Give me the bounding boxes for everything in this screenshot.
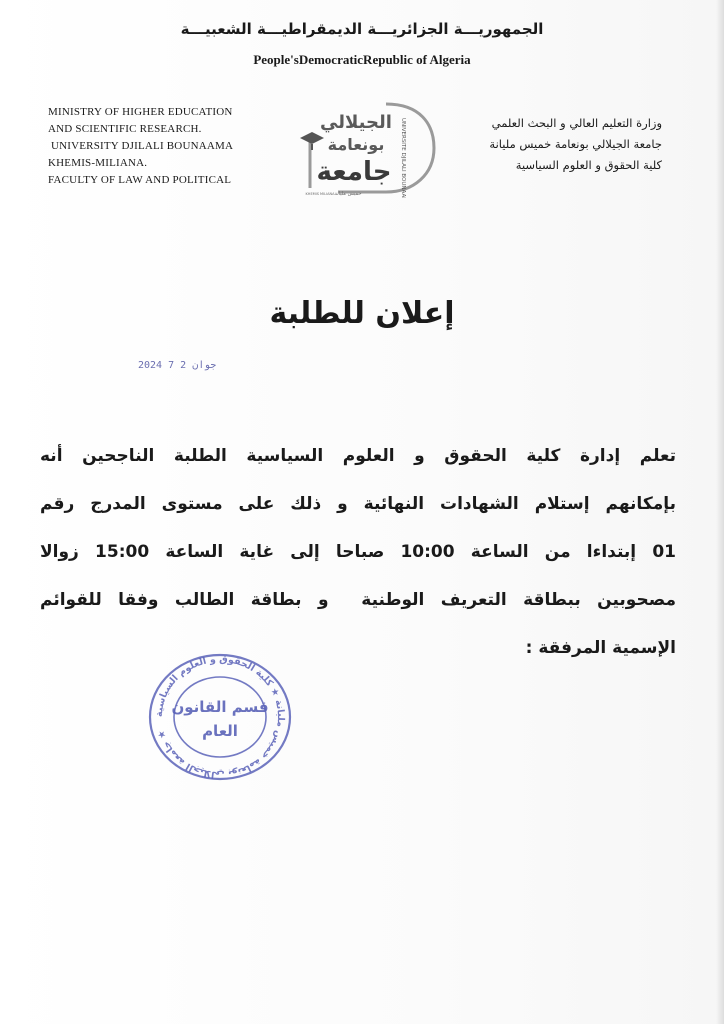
stamp-center-line2: العام <box>202 722 238 740</box>
ministry-header-line: KHEMIS-MILIANA. <box>48 157 148 169</box>
logo-text-khemis-latin: KHEMIS MILIANA <box>305 192 335 196</box>
ministry-header-line-ar: كلية الحقوق و العلوم السياسية <box>515 158 662 172</box>
department-stamp <box>140 650 300 785</box>
body-line: تعلم إدارة كلية الحقوق و العلوم السياسية الطلبة الناجحين أنه <box>40 446 676 466</box>
ministry-header-line-ar: وزارة التعليم العالي و البحث العلمي <box>491 116 662 130</box>
logo-text-djilali: الجيلالي <box>320 112 392 133</box>
stamp-ring-textpath: جامعة الجيلالي بونعامة خميس مليانة ★ كلية الحقوق و العلوم السياسية ★ <box>153 653 287 781</box>
republic-title-english: People'sDemocraticRepublic of Algeria <box>253 52 471 67</box>
announcement-body <box>40 432 676 672</box>
announcement-title: إعلان للطلبة <box>269 296 455 331</box>
university-logo <box>290 98 436 198</box>
date-stamp: 2024 جوان 2 7 <box>138 360 217 371</box>
ministry-header-line: AND SCIENTIFIC RESEARCH. <box>48 123 202 135</box>
body-line: مصحوبين ببطاقة التعريف الوطنية و بطاقة الطالب وفقا للقوائم <box>40 590 676 610</box>
logo-text-khemis: خميس مليانة <box>334 191 362 197</box>
logo-text-jamia: جامعة <box>316 157 392 187</box>
ministry-header-arabic <box>432 113 662 176</box>
logo-text-english: UNIVERSITE DJILALI BOUNAAMA <box>400 118 406 198</box>
department-stamp-graphic <box>140 650 300 785</box>
body-line: الإسمية المرفقة : <box>525 638 676 658</box>
ministry-header-line: MINISTRY OF HIGHER EDUCATION <box>48 106 233 118</box>
scan-edge-shadow <box>716 0 724 1024</box>
university-logo-graphic <box>290 98 436 198</box>
republic-title-arabic: الجمهوريـــة الجزائريـــة الديمقراطيـــة الشعبيـــة <box>180 20 544 38</box>
ministry-header-english <box>48 104 258 189</box>
ministry-header-line: FACULTY OF LAW AND POLITICAL <box>48 174 232 186</box>
logo-text-bounaama: بونعامة <box>327 135 385 154</box>
body-line: بإمكانهم إستلام الشهادات النهائية و ذلك على مستوى المدرج رقم <box>40 494 676 514</box>
body-line: 01 إبتداءا من الساعة 10:00 صباحا إلى غاية الساعة 15:00 زوالا <box>40 542 676 562</box>
stamp-center-line1: قسم القانون <box>171 698 269 716</box>
ministry-header-line-ar: جامعة الجيلالي بونعامة خميس مليانة <box>489 137 662 151</box>
ministry-header-line: UNIVERSITY DJILALI BOUNAAMA <box>48 140 234 152</box>
